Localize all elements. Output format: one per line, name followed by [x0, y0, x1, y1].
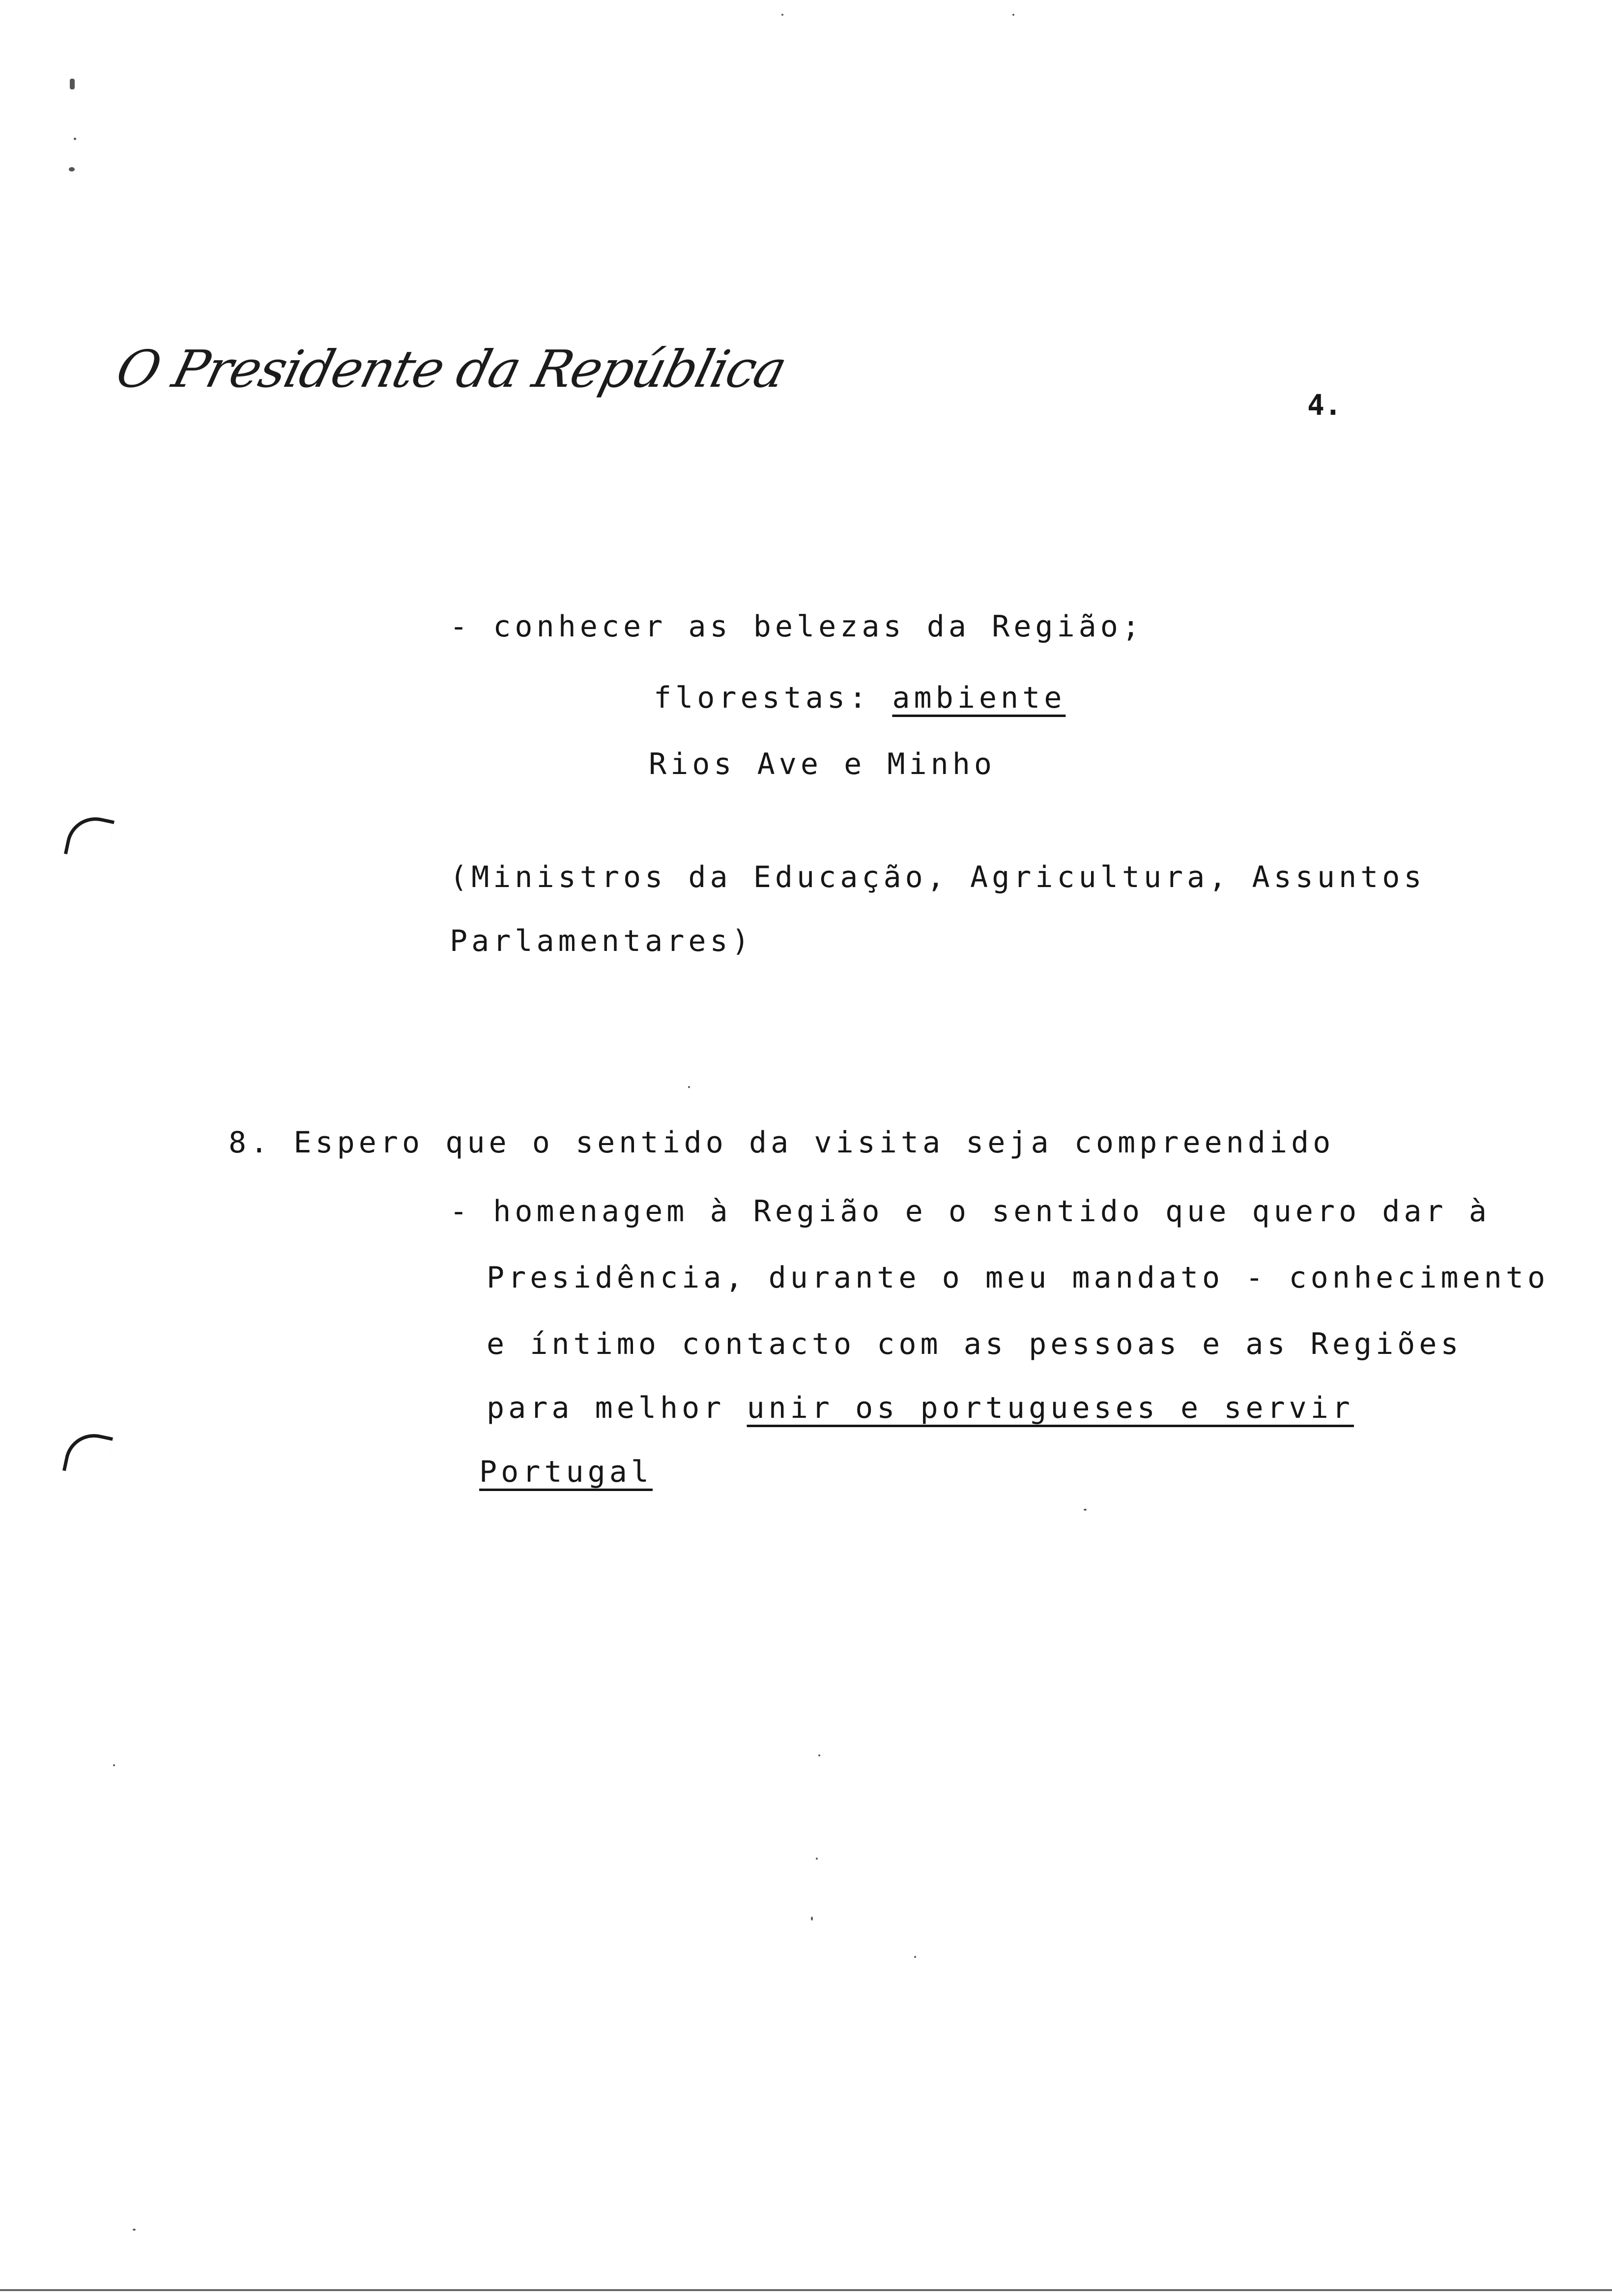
- letterhead-script: O Presidente da República: [110, 339, 792, 399]
- underlined-portugal: Portugal: [479, 1455, 653, 1489]
- text-line-10-prefix: para melhor: [487, 1391, 747, 1425]
- punch-hole-mark-upper: [64, 812, 115, 862]
- scan-speck: [781, 14, 783, 16]
- underlined-unir: unir os portugueses e servir: [747, 1391, 1354, 1425]
- scan-speck: [69, 167, 75, 172]
- underlined-ambiente: ambiente: [892, 681, 1066, 715]
- bottom-edge-line: [0, 2289, 1612, 2291]
- text-line-2-prefix: florestas:: [654, 681, 892, 715]
- text-line-7: - homenagem à Região e o sentido que quero dar à: [450, 1194, 1491, 1229]
- scan-speck: [1012, 14, 1014, 16]
- text-line-4: (Ministros da Educação, Agricultura, Assuntos: [450, 860, 1426, 894]
- text-line-10: [487, 1393, 1354, 1423]
- scan-speck: [811, 1917, 813, 1921]
- scan-speck: [1084, 1509, 1087, 1511]
- scan-speck: [74, 138, 76, 140]
- scan-speck: [113, 1764, 115, 1766]
- text-line-3: Rios Ave e Minho: [649, 747, 996, 781]
- scan-speck: [133, 2229, 136, 2231]
- text-line-11: [479, 1457, 653, 1487]
- scan-speck: [914, 1956, 916, 1958]
- text-line-9: e íntimo contacto com as pessoas e as Regiões: [487, 1327, 1463, 1361]
- scan-speck: [688, 1086, 690, 1088]
- scan-speck: [816, 1858, 818, 1860]
- scan-speck: [818, 1754, 820, 1756]
- numbered-point-8: 8. Espero que o sentido da visita seja compreendido: [229, 1125, 1335, 1160]
- text-line-5: Parlamentares): [450, 924, 753, 958]
- text-line-1: - conhecer as belezas da Região;: [450, 609, 1144, 644]
- page-number: 4.: [1307, 388, 1342, 422]
- punch-hole-mark-lower: [62, 1429, 113, 1479]
- text-line-8: Presidência, durante o meu mandato - conhecimento: [487, 1261, 1550, 1295]
- scan-speck: [70, 79, 75, 89]
- text-line-2: [654, 683, 1065, 713]
